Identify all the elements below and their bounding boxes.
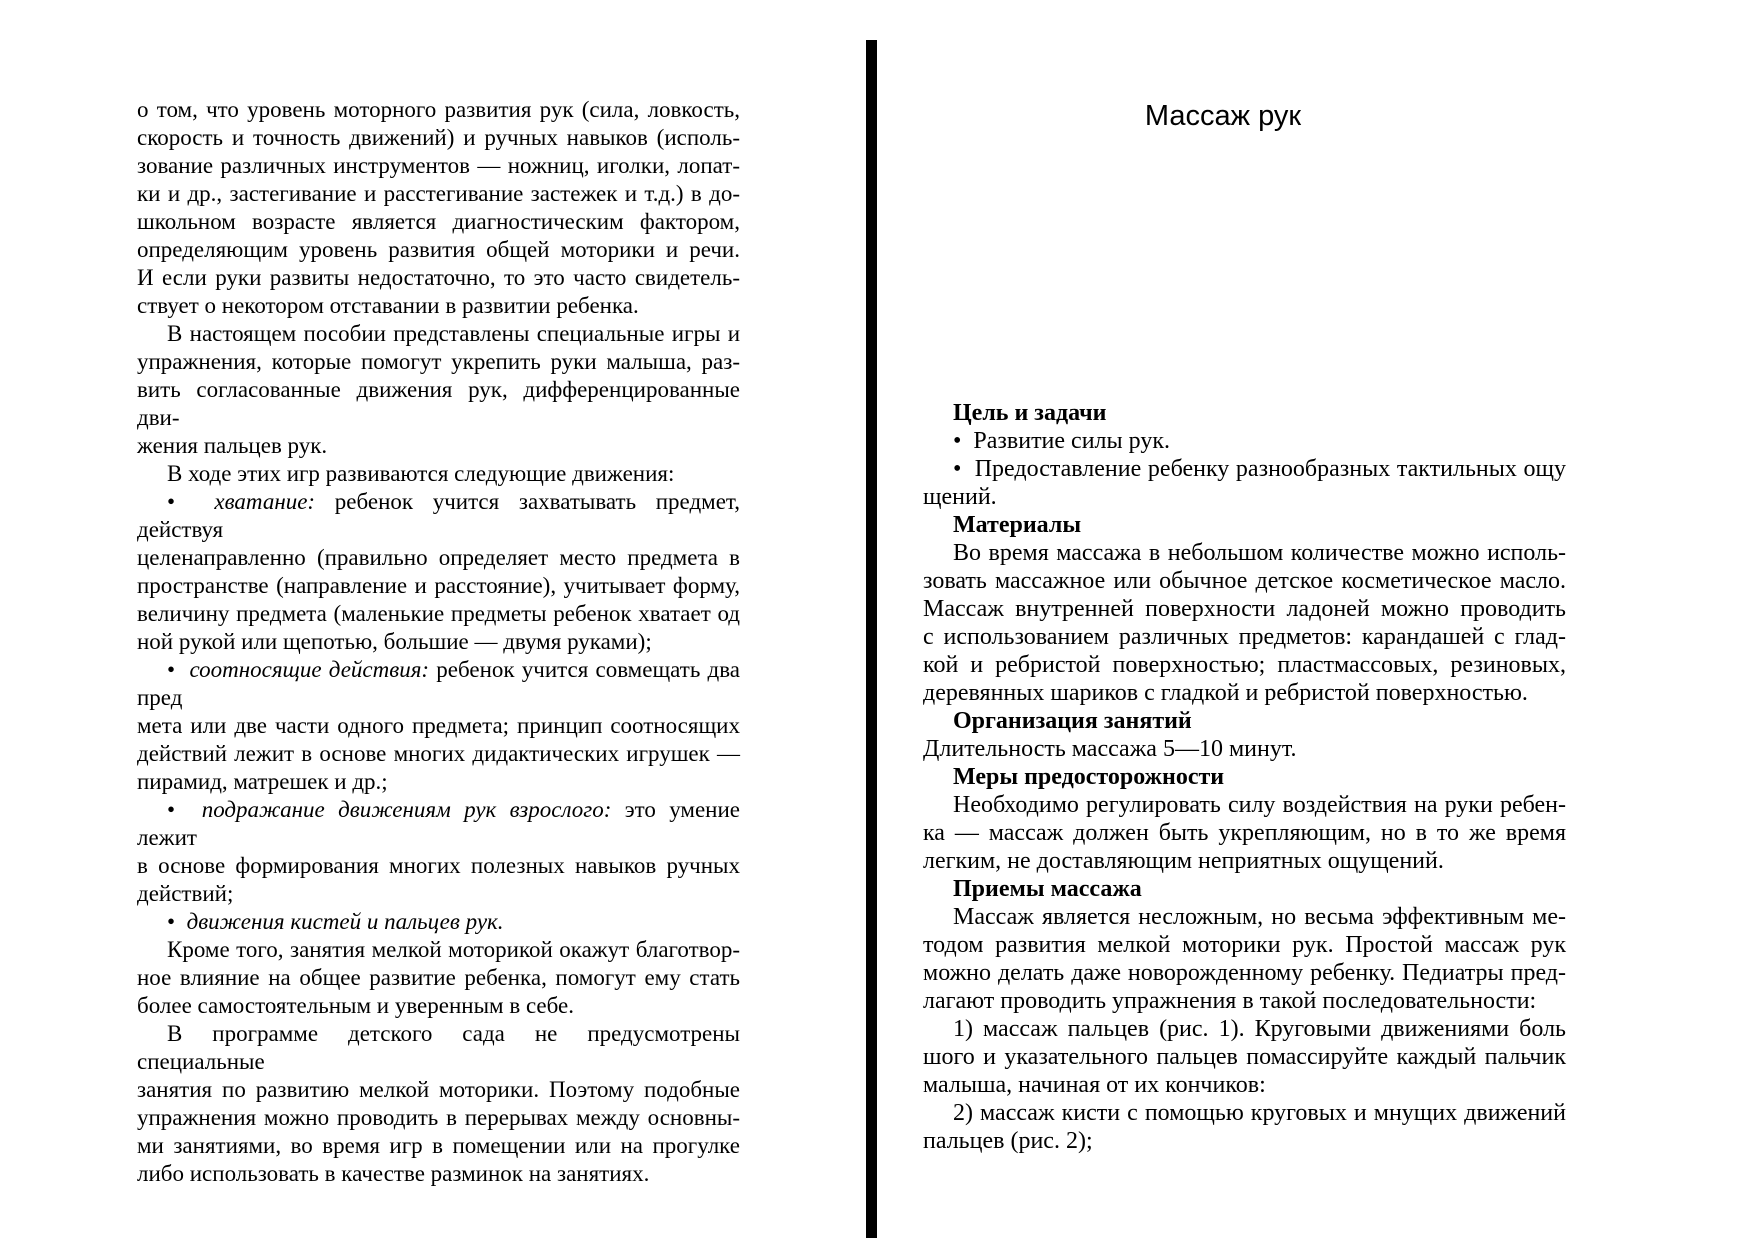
text-line: кой и ребристой поверхностью; пластмассовых, резиновых, xyxy=(923,652,1566,678)
text-line: • хватание: ребенок учится захватывать предмет, действуя xyxy=(137,489,740,542)
text-line: • Развитие силы рук. xyxy=(953,428,1170,454)
italic-term: соотносящие действия: xyxy=(189,657,437,682)
text-line: упражнения можно проводить в перерывах между основны- xyxy=(137,1105,740,1130)
text-line: целенаправленно (правильно определяет место предмета в xyxy=(137,545,740,570)
italic-term: движения кистей и пальцев рук. xyxy=(186,909,504,934)
text-line: ной рукой или щепотью, большие — двумя руками); xyxy=(137,629,652,654)
text-line: • соотносящие действия: ребенок учится совмещать два пред xyxy=(137,657,740,710)
text-line: зовать массажное или обычное детское косметическое масло. xyxy=(923,568,1566,594)
bullet-marker: • xyxy=(167,657,190,682)
text-line: ки и др., застегивание и расстегивание застежек и т.д.) в до- xyxy=(137,181,740,206)
bullet-marker: • xyxy=(167,489,215,514)
bullet-marker: • xyxy=(167,797,202,822)
text-line: В ходе этих игр развиваются следующие движения: xyxy=(167,461,675,486)
italic-term: хватание: xyxy=(214,489,335,514)
text-line: мета или две части одного предмета; принцип соотносящих xyxy=(137,713,740,738)
text-line: скорость и точность движений) и ручных навыков (исполь- xyxy=(137,125,740,150)
text-line: пространстве (направление и расстояние), учитывает форму, xyxy=(137,573,740,598)
bullet-marker: • xyxy=(953,428,974,454)
text-line: пальцев (рис. 2); xyxy=(923,1128,1093,1154)
text-line: вить согласованные движения рук, дифференцированные дви- xyxy=(137,377,740,430)
section-heading: Цель и задачи xyxy=(953,400,1107,426)
text-line: В настоящем пособии представлены специальные игры и xyxy=(167,321,740,346)
text-line: шого и указательного пальцев помассируйте каждый пальчик xyxy=(923,1044,1566,1070)
text-line: • Предоставление ребенку разнообразных тактильных ощу xyxy=(953,456,1567,482)
text-line: действий; xyxy=(137,881,234,906)
text-line xyxy=(137,908,740,936)
page-divider xyxy=(866,40,877,1238)
text-line: величину предмета (маленькие предметы ребенок хватает од xyxy=(137,601,740,626)
bullet-marker: • xyxy=(953,456,975,482)
text-line: • подражание движениям рук взрослого: это умение лежит xyxy=(137,797,740,850)
text-line: школьном возрасте является диагностическим фактором, xyxy=(137,209,740,234)
text-line: щений. xyxy=(923,484,997,510)
section-heading: Меры предосторожности xyxy=(953,764,1225,790)
section-heading: Организация занятий xyxy=(953,708,1192,734)
text-line: Необходимо регулировать силу воздействия на руки ребен- xyxy=(953,792,1566,818)
text-line: 2) массаж кисти с помощью круговых и мнущих движений xyxy=(953,1100,1566,1126)
text-line: занятия по развитию мелкой моторики. Поэтому подобные xyxy=(137,1077,740,1102)
text-line: И если руки развиты недостаточно, то это часто свидетель- xyxy=(137,265,740,290)
text-line: жения пальцев рук. xyxy=(137,433,328,458)
text-line: В программе детского сада не предусмотрены специальные xyxy=(137,1021,740,1074)
text-line: либо использовать в качестве разминок на занятиях. xyxy=(137,1161,650,1186)
text-line: о том, что уровень моторного развития рук (сила, ловкость, xyxy=(137,97,740,122)
text-line: упражнения, которые помогут укрепить руки малыша, раз- xyxy=(137,349,740,374)
text-line: ное влияние на общее развитие ребенка, помогут ему стать xyxy=(137,965,740,990)
text-line: в основе формирования многих полезных навыков ручных xyxy=(137,853,740,878)
text-line: Длительность массажа 5—10 минут. xyxy=(923,736,1297,762)
text-line: Во время массажа в небольшом количестве можно исполь- xyxy=(953,540,1566,566)
text-line: действий лежит в основе многих дидактических игрушек — xyxy=(137,741,740,766)
text-line: ствует о некотором отставании в развитии ребенка. xyxy=(137,293,639,318)
italic-term: подражание движениям рук взрослого: xyxy=(201,797,625,822)
text-line: более самостоятельным и уверенным в себе. xyxy=(137,993,574,1018)
text-line: с использованием различных предметов: карандашей с глад- xyxy=(923,624,1566,650)
page-title: Массаж рук xyxy=(1144,100,1302,132)
text-line: легким, не доставляющим неприятных ощущений. xyxy=(923,848,1444,874)
left-page-text xyxy=(137,96,740,1188)
text-line: Массаж является несложным, но весьма эффективным ме- xyxy=(953,904,1566,930)
section-heading: Приемы массажа xyxy=(953,876,1142,902)
text-line: тодом развития мелкой моторики рук. Простой массаж рук xyxy=(923,932,1566,958)
text-line: определяющим уровень развития общей моторики и речи. xyxy=(137,237,740,262)
right-page-text xyxy=(923,399,1566,1155)
text-line: Массаж внутренней поверхности ладоней можно проводить xyxy=(923,596,1566,622)
section-heading: Материалы xyxy=(953,512,1082,538)
text-line: лагают проводить упражнения в такой последовательности: xyxy=(923,988,1537,1014)
bullet-marker: • xyxy=(167,909,187,934)
text-line: Кроме того, занятия мелкой моторикой окажут благотвор- xyxy=(167,937,740,962)
text-line: пирамид, матрешек и др.; xyxy=(137,769,388,794)
text-line: деревянных шариков с гладкой и ребристой поверхностью. xyxy=(923,680,1528,706)
text-line: зование различных инструментов — ножниц, иголки, лопат- xyxy=(137,153,740,178)
text-line: малыша, начиная от их кончиков: xyxy=(923,1072,1266,1098)
text-line: 1) массаж пальцев (рис. 1). Круговыми движениями боль xyxy=(953,1016,1566,1042)
text-line: ми занятиями, во время игр в помещении или на прогулке xyxy=(137,1133,740,1158)
text-line: можно делать даже новорожденному ребенку. Педиатры пред- xyxy=(923,960,1566,986)
text-line: ка — массаж должен быть укрепляющим, но в то же время xyxy=(923,820,1566,846)
